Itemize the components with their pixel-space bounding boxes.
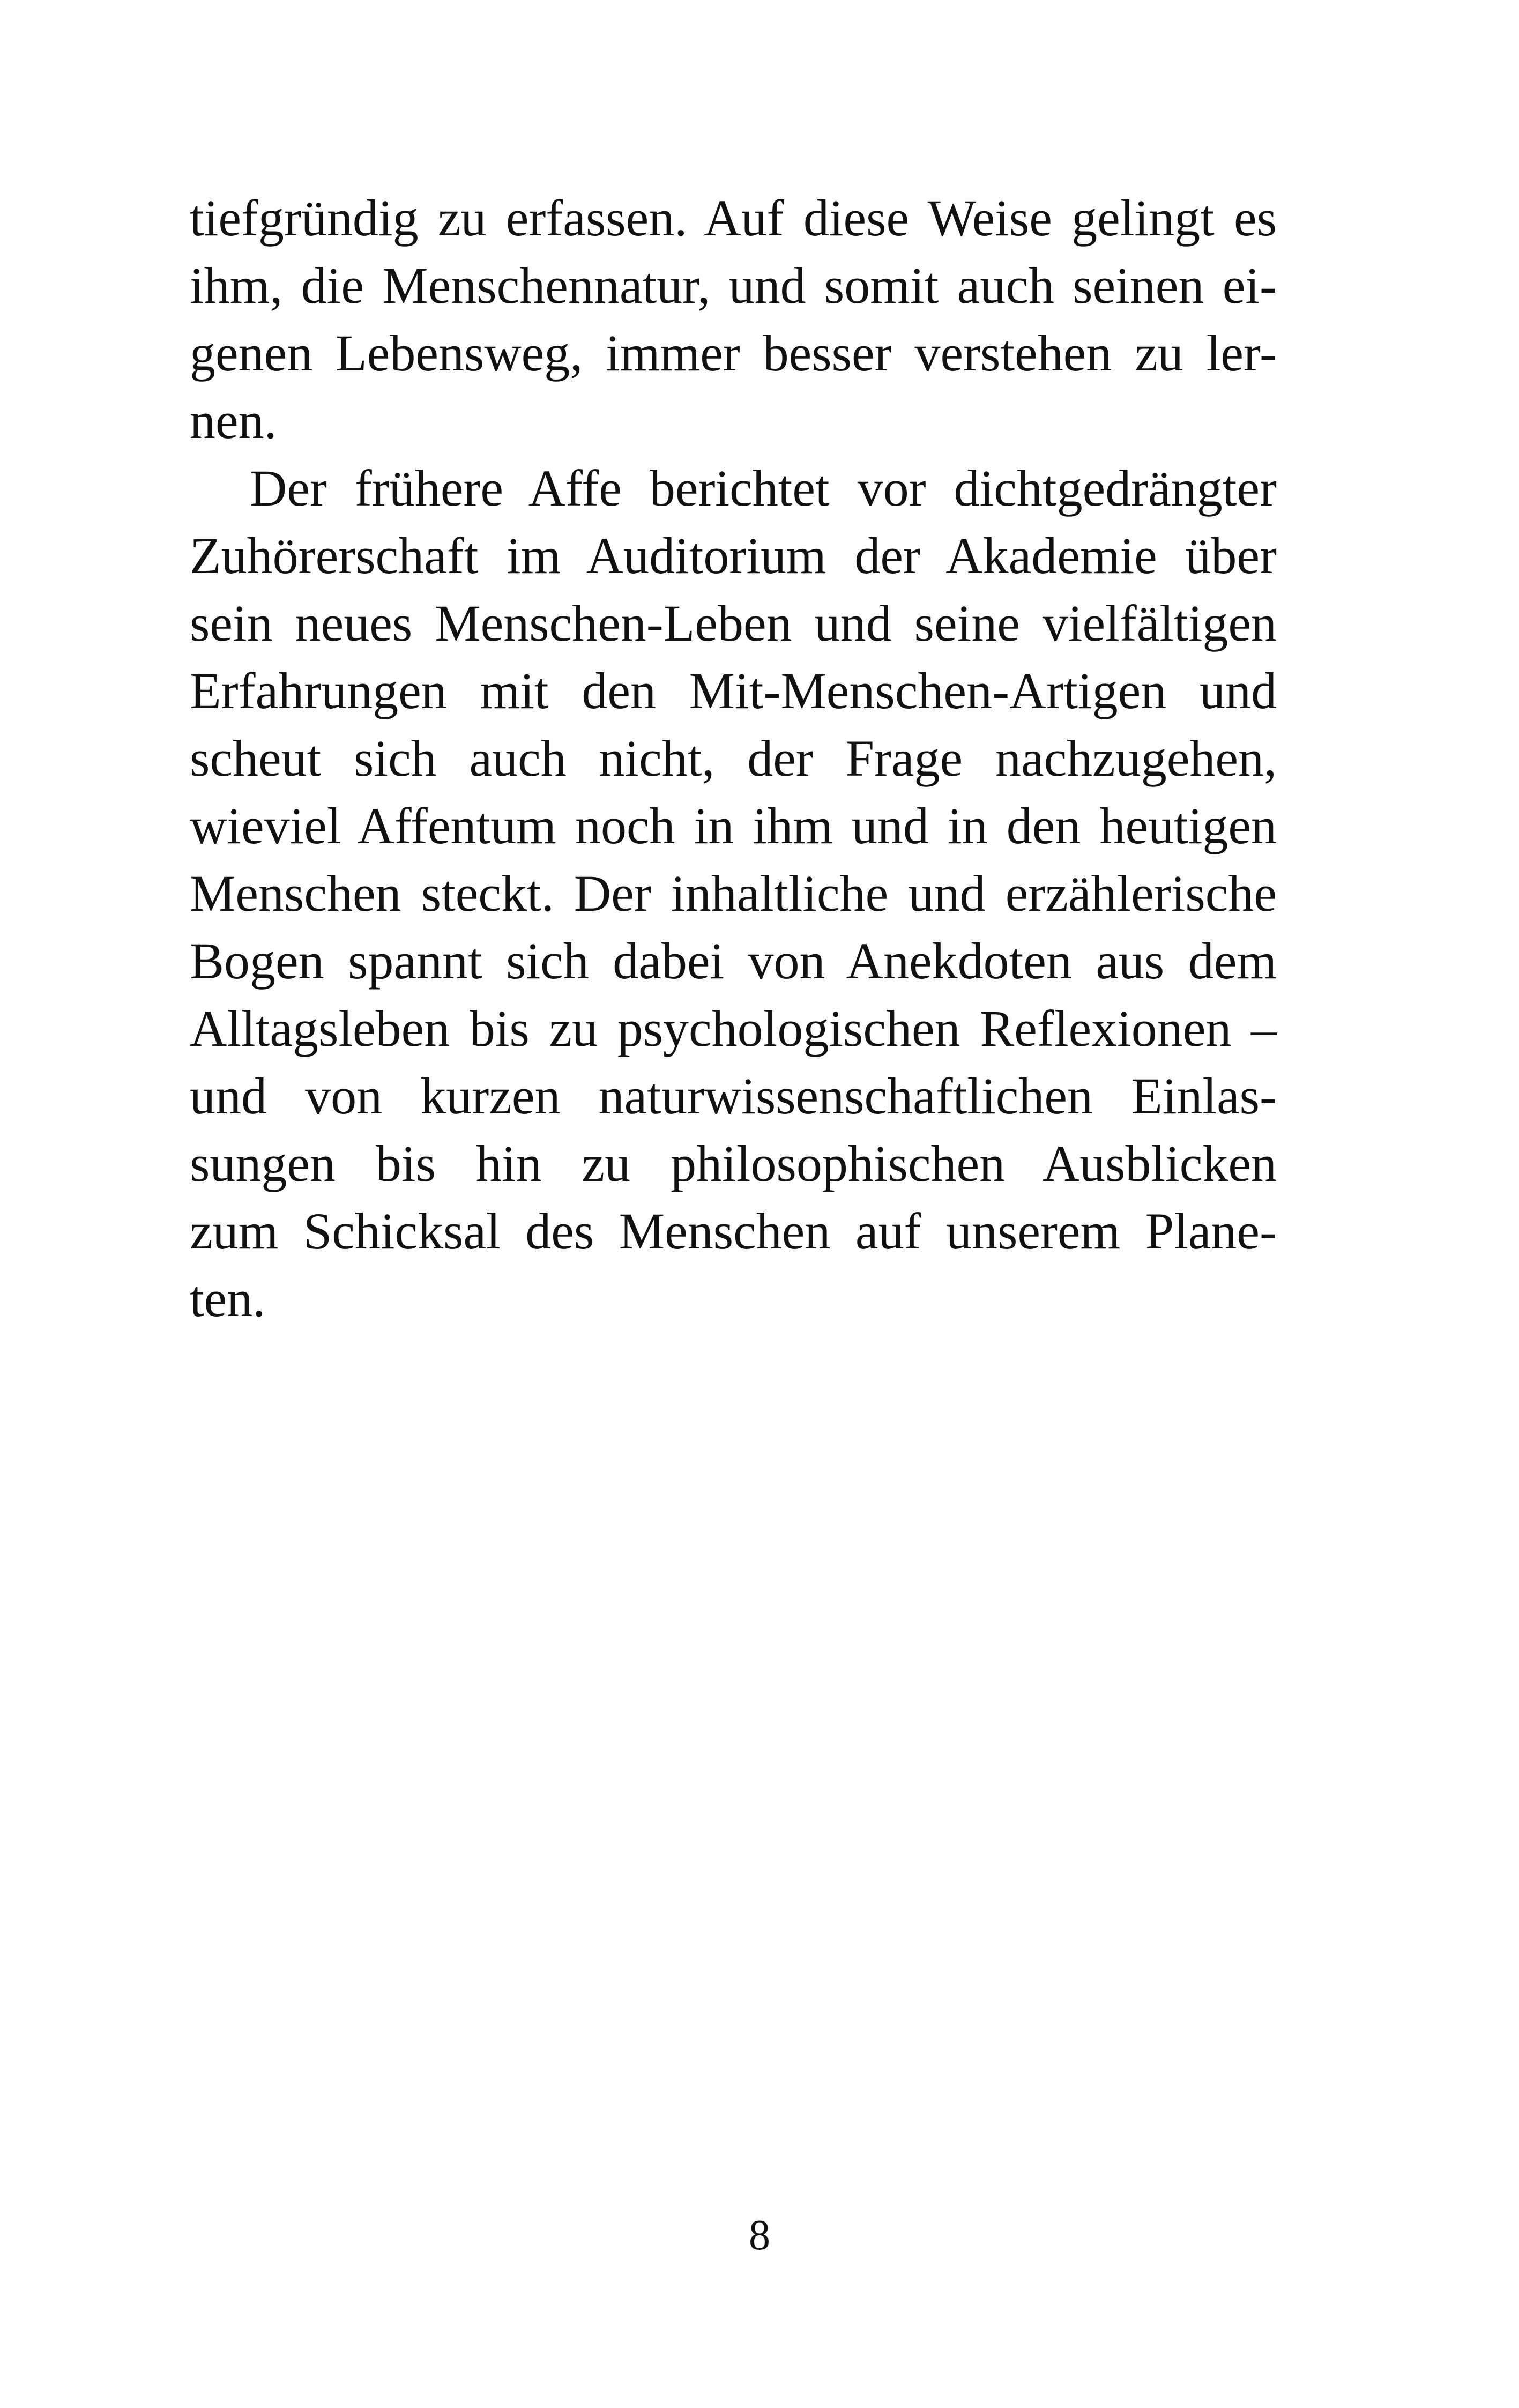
text-line: Zuhörerschaft im Auditorium der Akademie über bbox=[190, 527, 1277, 584]
text-line: sungen bis hin zu philosophischen Ausblicken bbox=[190, 1135, 1277, 1192]
text-line: genen Lebensweg, immer besser verstehen zu ler- bbox=[190, 324, 1277, 382]
text-line: zum Schicksal des Menschen auf unserem Plane- bbox=[190, 1202, 1277, 1260]
text-line: ten. bbox=[190, 1270, 266, 1327]
page-number: 8 bbox=[749, 2212, 770, 2259]
text-line: scheut sich auch nicht, der Frage nachzugehen, bbox=[190, 730, 1277, 787]
paragraph-2 bbox=[190, 455, 1277, 1333]
text-line: Menschen steckt. Der inhaltliche und erzählerische bbox=[190, 865, 1277, 922]
text-line: wieviel Affentum noch in ihm und in den heutigen bbox=[190, 797, 1277, 854]
text-line: ihm, die Menschennatur, und somit auch seinen ei- bbox=[190, 257, 1277, 314]
text-line: Der frühere Affe berichtet vor dichtgedrängter bbox=[250, 459, 1277, 517]
text-line: tiefgründig zu erfassen. Auf diese Weise gelingt es bbox=[190, 189, 1277, 247]
text-line: sein neues Menschen-Leben und seine vielfältigen bbox=[190, 594, 1277, 652]
text-line: Bogen spannt sich dabei von Anekdoten aus dem bbox=[190, 932, 1277, 990]
text-line: und von kurzen naturwissenschaftlichen Einlas- bbox=[190, 1067, 1277, 1125]
text-line: Erfahrungen mit den Mit-Menschen-Artigen und bbox=[190, 662, 1277, 719]
text-line: Alltagsleben bis zu psychologischen Reflexionen – bbox=[190, 1000, 1277, 1057]
text-line: nen. bbox=[190, 392, 277, 449]
body-text bbox=[190, 184, 1277, 1333]
paragraph-1 bbox=[190, 184, 1277, 455]
